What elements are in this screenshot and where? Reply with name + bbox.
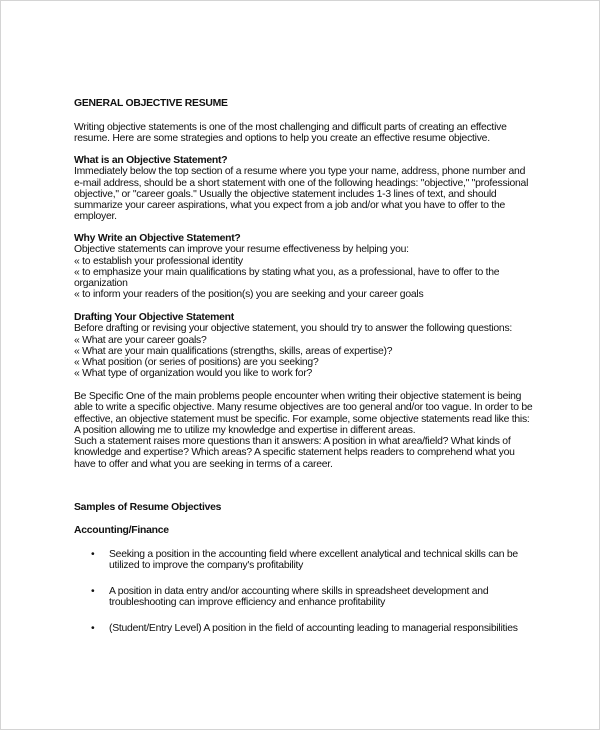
- samples-heading: Samples of Resume Objectives: [74, 502, 222, 513]
- text-line: A position in data entry and/or accounting where skills in spreadsheet development and: [109, 586, 489, 597]
- text-line: Such a statement raises more questions than it answers: A position in what area/field? What kinds of: [74, 436, 511, 448]
- text-line: organization: [74, 278, 128, 290]
- accounting-heading: Accounting/Finance: [74, 525, 169, 536]
- text-line: (Student/Entry Level) A position in the field of accounting leading to managerial responsibilities: [109, 623, 518, 634]
- bullet-icon: •: [91, 623, 95, 634]
- section-heading: What is an Objective Statement?: [74, 155, 228, 166]
- text-line: Be Specific One of the main problems people encounter when writing their objective statement is being: [74, 391, 522, 402]
- text-line: summarize your career aspirations, what you expect from a job and/or what you have to offer to the: [74, 200, 505, 212]
- text-line: « to emphasize your main qualifications by stating what you, as a professional, have to offer to the: [74, 266, 500, 278]
- document-title: GENERAL OBJECTIVE RESUME: [74, 98, 228, 109]
- text-line: A position allowing me to utilize my knowledge and expertise in different areas.: [74, 424, 416, 436]
- text-line: Writing objective statements is one of the most challenging and difficult parts of creating an effective: [74, 122, 507, 133]
- text-line: « What are your main qualifications (strengths, skills, areas of expertise)?: [74, 345, 393, 357]
- section-heading: Why Write an Objective Statement?: [74, 233, 241, 244]
- text-line: Before drafting or revising your objective statement, you should try to answer the following questions:: [74, 323, 513, 335]
- bullet-icon: •: [91, 586, 95, 597]
- list-item: [109, 549, 518, 572]
- text-line: Seeking a position in the accounting field where excellent analytical and technical skills can be: [109, 549, 518, 560]
- section-what: [74, 155, 528, 223]
- list-item: [109, 586, 488, 609]
- text-line: effective, an objective statement must be specific. For example, some objective statements read like this:: [74, 413, 530, 425]
- text-line: have to offer and what you are seeking in terms of a career.: [74, 458, 333, 470]
- text-line: troubleshooting can improve efficiency and enhance profitability: [109, 597, 386, 609]
- text-line: « to establish your professional identity: [74, 255, 243, 267]
- section-why: [74, 233, 499, 301]
- text-line: employer.: [74, 211, 117, 223]
- section-heading: Drafting Your Objective Statement: [74, 312, 234, 323]
- text-line: objective," or "career goals." Usually the objective statement includes 1-3 lines of text, and should: [74, 188, 497, 200]
- text-line: « to inform your readers of the position(s) you are seeking and your career goals: [74, 289, 424, 301]
- intro-paragraph: [74, 122, 507, 145]
- text-line: Immediately below the top section of a resume where you type your name, address, phone number and: [74, 166, 526, 178]
- text-line: utilized to improve the company's profitability: [109, 560, 304, 572]
- list-item: [109, 623, 518, 634]
- text-line: knowledge and expertise? Which areas? A specific statement helps readers to comprehend what you: [74, 447, 515, 459]
- text-line: « What are your career goals?: [74, 334, 207, 346]
- section-drafting: [74, 312, 512, 380]
- text-line: able to write a specific objective. Many resume objectives are too general and/or too vague. In order to be: [74, 402, 533, 414]
- text-line: resume. Here are some strategies and options to help you create an effective resume objective.: [74, 133, 490, 145]
- section-be-specific: [74, 391, 532, 470]
- text-line: Objective statements can improve your resume effectiveness by helping you:: [74, 244, 409, 256]
- text-line: « What type of organization would you like to work for?: [74, 368, 313, 380]
- text-line: « What position (or series of positions) are you seeking?: [74, 357, 319, 369]
- text-line: e-mail address, should be a short statement with one of the following headings: "objective," "professional: [74, 177, 529, 189]
- bullet-icon: •: [91, 549, 95, 560]
